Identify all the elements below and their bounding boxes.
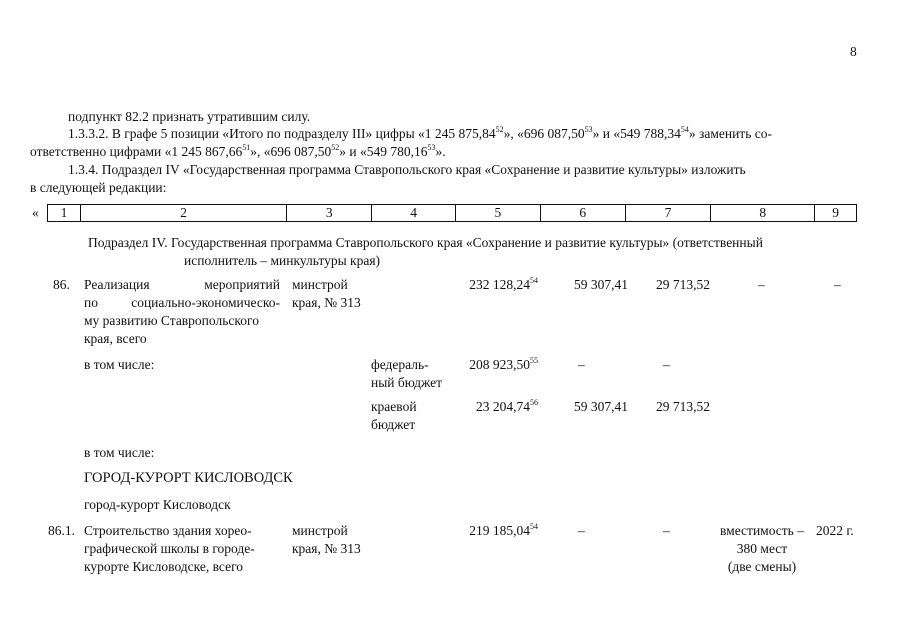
text-fragment: Реализация [84,277,150,292]
row-86-1-capacity [711,522,813,576]
row-86-col7: 29 713,52 [656,277,710,292]
footnote-ref: 52 [331,142,340,152]
name-line: края, всего [84,331,147,346]
regional-budget-col7: 29 713,52 [656,399,710,414]
text-fragment: » заменить со- [688,126,772,141]
row-86-1-number: 86.1. [48,523,75,538]
column-header: 3 [287,205,372,221]
subsection-title-line-2: исполнитель – минкультуры края) [184,253,381,268]
capacity-line: (две смены) [727,559,797,574]
row-86-col8: – [758,277,765,292]
amount: 23 204,74 [476,399,530,414]
text-fragment: », «696 087,50 [250,144,332,159]
text-fragment: ответственно цифрами «1 245 867,66 [30,144,243,159]
row-86-name [84,276,280,348]
amount: 219 185,04 [469,523,530,538]
footnote-ref: 52 [495,124,504,134]
regional-budget-col6: 59 307,41 [574,399,628,414]
table-open-quote: « [32,205,39,220]
footnote-ref: 56 [530,397,538,407]
federal-budget-total [450,356,538,374]
paragraph-2-line-1 [68,125,863,143]
table-column-header [47,204,857,222]
column-header: 7 [626,205,712,221]
capacity-line: вместимость – [720,523,804,538]
column-header: 6 [541,205,626,221]
source-line: федераль- [371,357,429,372]
executor-line: минстрой [292,277,348,292]
text-fragment: 1.3.3.2. В графе 5 позиции «Итого по подразделу III» цифры «1 245 875,84 [68,126,496,141]
column-header: 8 [711,205,815,221]
amount: 208 923,50 [469,357,530,372]
regional-budget-total [450,398,538,416]
name-line [84,276,280,294]
column-header: 2 [81,205,287,221]
federal-budget-source [371,356,442,392]
paragraph-3-line-1: 1.3.4. Подраздел IV «Государственная программа Ставропольского края «Сохранение и развитие культуры» изложить [68,162,746,177]
text-fragment: мероприятий [204,277,280,292]
source-line: ный бюджет [371,375,443,390]
column-header: 5 [456,205,541,221]
executor-line: края, № 313 [292,541,361,556]
footnote-ref: 53 [427,142,436,152]
column-header: 9 [832,205,839,220]
paragraph-1: подпункт 82.2 признать утратившим силу. [68,109,311,124]
row-86-executor [292,276,361,312]
executor-line: минстрой [292,523,348,538]
row-86-1-year: 2022 г. [816,523,854,538]
amount: 232 128,24 [469,277,530,292]
row-86-1-col6: – [578,523,585,538]
executor-line: края, № 313 [292,295,361,310]
name-line: графической школы в городе- [84,541,255,556]
footnote-ref: 55 [530,355,538,365]
footnote-ref: 54 [530,275,538,285]
paragraph-3-line-2: в следующей редакции: [30,180,167,195]
footnote-ref: 54 [530,521,538,531]
source-line: бюджет [371,417,416,432]
source-line: краевой [371,399,417,414]
text-fragment: » и «549 788,34 [592,126,681,141]
row-86-1-total [450,522,538,540]
footnote-ref: 54 [680,124,689,134]
text-fragment: ». [435,144,446,159]
row-86-1-name [84,522,284,576]
page-number: 8 [850,44,857,59]
name-line: му развитию Ставропольского [84,313,259,328]
text-fragment: », «696 087,50 [503,126,585,141]
text-fragment: » и «549 780,16 [339,144,428,159]
name-line: по социально-экономическо- [84,295,280,310]
name-line: Строительство здания хорео- [84,523,252,538]
regional-budget-source [371,398,417,434]
row-86-col9: – [834,277,841,292]
federal-budget-col6: – [578,357,585,372]
city-heading-lower: город-курорт Кисловодск [84,497,231,512]
capacity-line: 380 мест [736,541,788,556]
row-86-1-col7: – [663,523,670,538]
row-86-1-executor [292,522,361,558]
row-86-number: 86. [53,277,70,292]
federal-budget-col7: – [663,357,670,372]
city-heading-upper: ГОРОД-КУРОРТ КИСЛОВОДСК [84,470,293,486]
column-header: 1 [48,205,81,221]
name-line: курорте Кисловодске, всего [84,559,244,574]
including-label: в том числе: [84,357,155,372]
row-86-total [450,276,538,294]
column-header: 4 [372,205,456,221]
footnote-ref: 53 [584,124,593,134]
subsection-title-line-1: Подраздел IV. Государственная программа Ставропольского края «Сохранение и развитие культуры» (ответственный [88,235,763,250]
paragraph-2-line-2 [30,143,446,161]
footnote-ref: 51 [242,142,251,152]
including-label-2: в том числе: [84,445,155,460]
row-86-col6: 59 307,41 [574,277,628,292]
